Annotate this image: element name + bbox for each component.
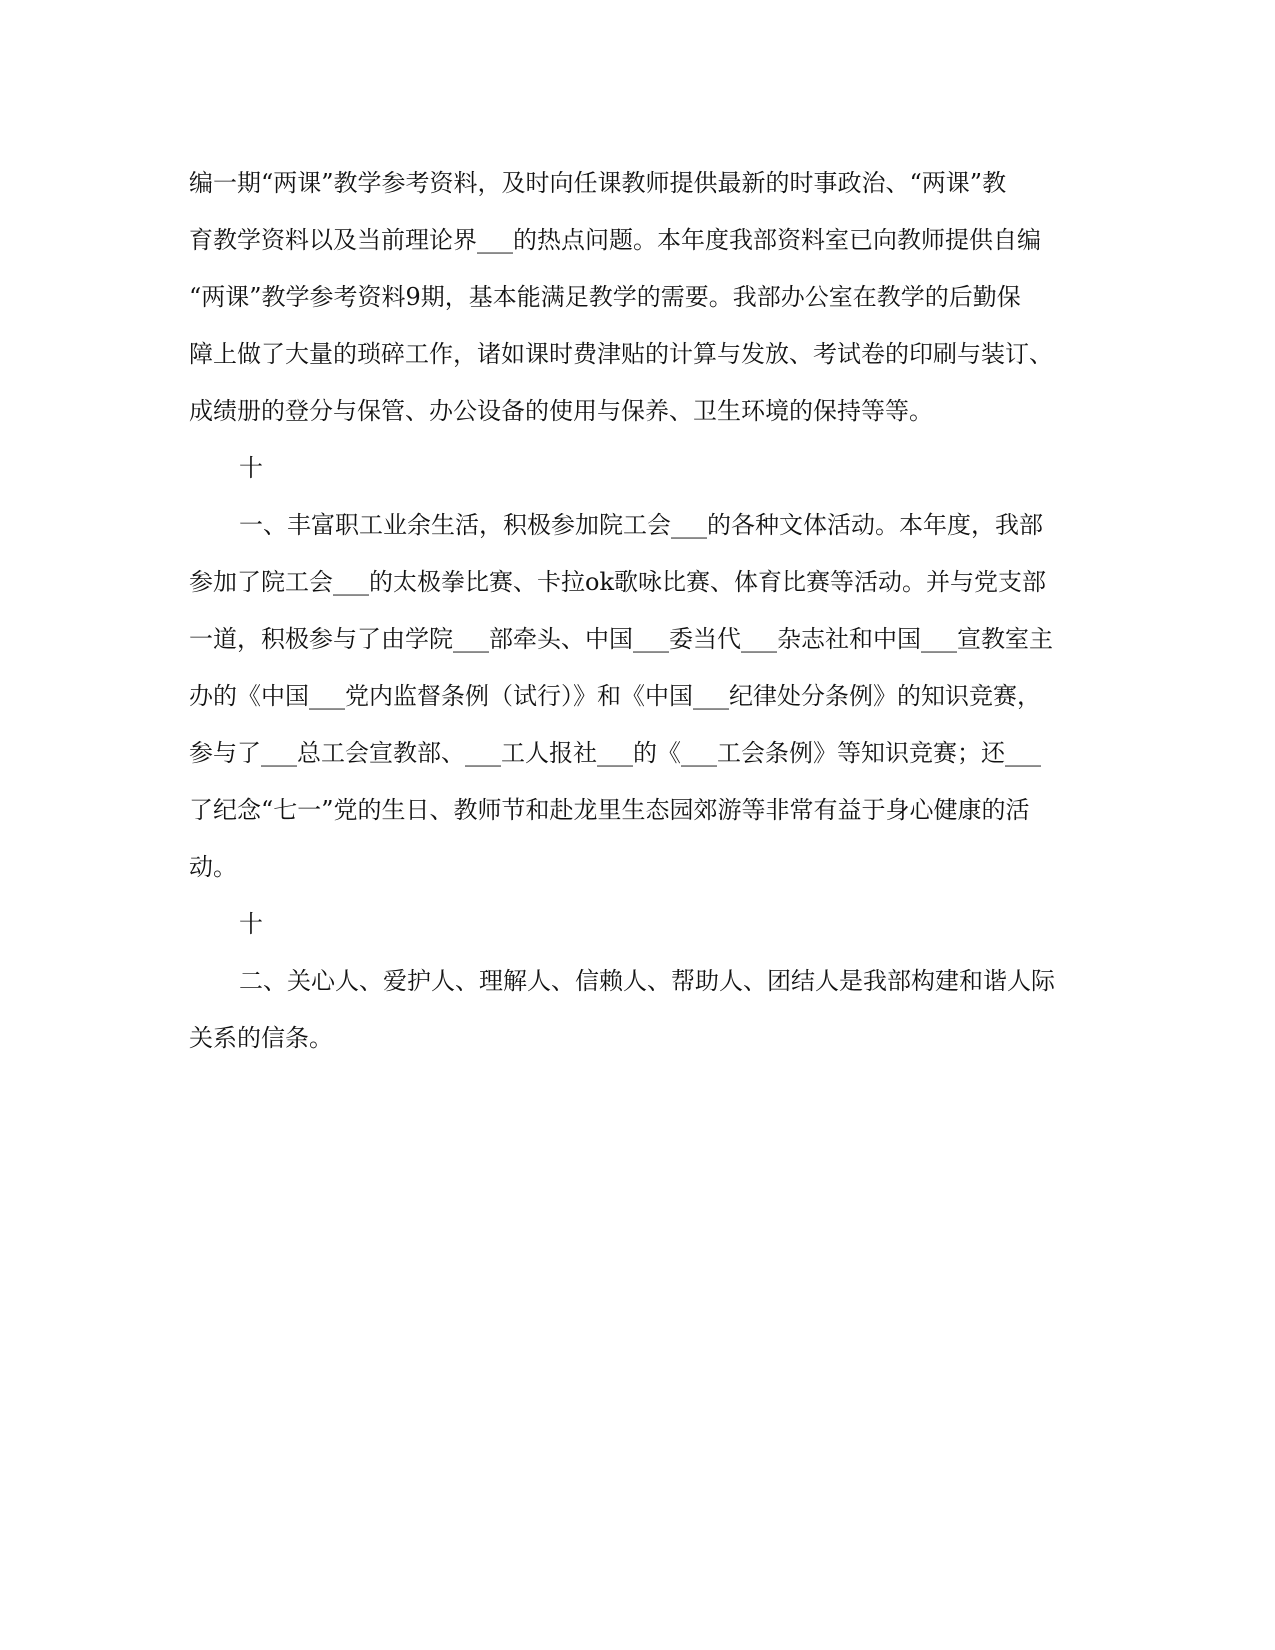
section-heading-1 bbox=[189, 440, 1089, 497]
paragraph-line: 关系的信条。 bbox=[189, 1024, 333, 1052]
paragraph-line: 一道，积极参与了由学院___部牵头、中国___委当代___杂志社和中国___宣教室主 bbox=[189, 625, 1053, 653]
paragraph-line: 二、关心人、爱护人、理解人、信赖人、帮助人、团结人是我部构建和谐人际 bbox=[239, 967, 1055, 995]
paragraph-line: 一、丰富职工业余生活，积极参加院工会___的各种文体活动。本年度，我部 bbox=[239, 511, 1043, 539]
paragraph-line: 了纪念“七一”党的生日、教师节和赴龙里生态园郊游等非常有益于身心健康的活 bbox=[189, 796, 1030, 824]
paragraph-1 bbox=[189, 155, 1089, 440]
paragraph-line: “两课”教学参考资料9期，基本能满足教学的需要。我部办公室在教学的后勤保 bbox=[189, 283, 1021, 311]
paragraph-line: 参加了院工会___的太极拳比赛、卡拉ok歌咏比赛、体育比赛等活动。并与党支部 bbox=[189, 568, 1046, 596]
paragraph-line: 障上做了大量的琐碎工作，诸如课时费津贴的计算与发放、考试卷的印刷与装订、 bbox=[189, 340, 1053, 368]
paragraph-line: 育教学资料以及当前理论界___的热点问题。本年度我部资料室已向教师提供自编 bbox=[189, 226, 1041, 254]
paragraph-line: 办的《中国___党内监督条例（试行）》和《中国___纪律处分条例》的知识竞赛， bbox=[189, 682, 1041, 710]
section-number: 十 bbox=[239, 910, 263, 938]
paragraph-line: 参与了___总工会宣教部、___工人报社___的《___工会条例》等知识竞赛；还___ bbox=[189, 739, 1041, 767]
paragraph-3 bbox=[189, 953, 1089, 1067]
paragraph-line: 成绩册的登分与保管、办公设备的使用与保养、卫生环境的保持等等。 bbox=[189, 397, 933, 425]
paragraph-line: 编一期“两课”教学参考资料，及时向任课教师提供最新的时事政治、“两课”教 bbox=[189, 169, 1007, 197]
paragraph-line: 动。 bbox=[189, 853, 237, 881]
section-heading-2 bbox=[189, 896, 1089, 953]
section-number: 十 bbox=[239, 454, 263, 482]
paragraph-2 bbox=[189, 497, 1089, 896]
